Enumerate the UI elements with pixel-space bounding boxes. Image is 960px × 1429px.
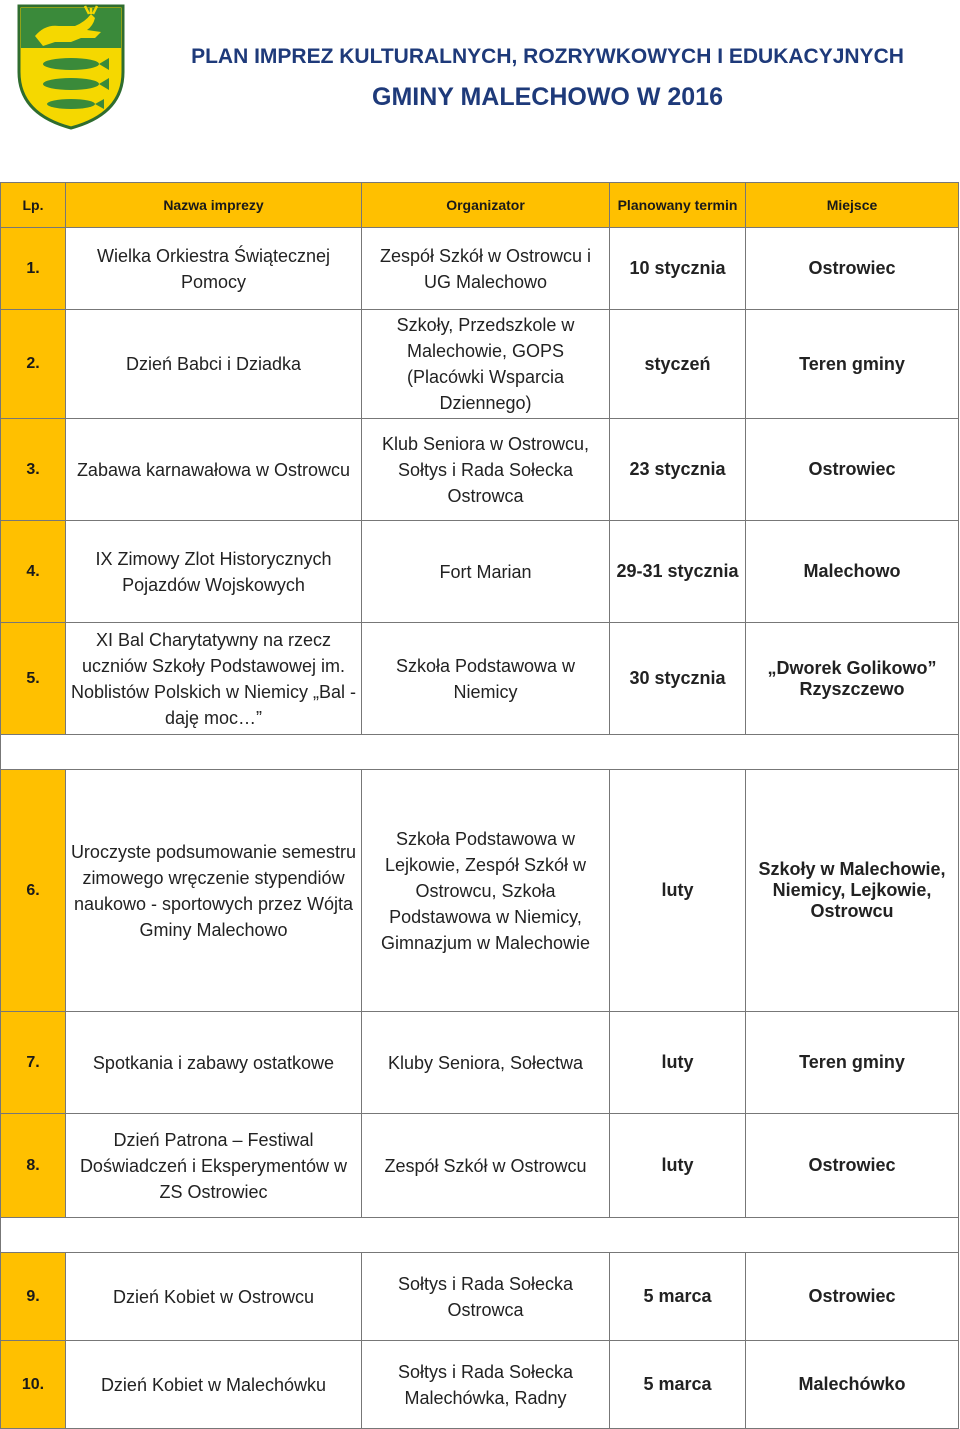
row-number: 7. (1, 1012, 66, 1114)
event-date: 5 marca (610, 1341, 746, 1429)
column-header-date: Planowany termin (610, 183, 746, 228)
event-date: 23 stycznia (610, 419, 746, 521)
event-organizer: Klub Seniora w Ostrowcu, Sołtys i Rada Sołecka Ostrowca (362, 419, 610, 521)
event-place: Malechówko (746, 1341, 959, 1429)
event-name: Dzień Kobiet w Malechówku (66, 1341, 362, 1429)
column-header-lp: Lp. (1, 183, 66, 228)
event-organizer: Zespół Szkół w Ostrowcu (362, 1114, 610, 1218)
document-title-line2: GMINY MALECHOWO W 2016 (372, 83, 723, 111)
table-header-row (1, 183, 959, 228)
table-row (1, 521, 959, 623)
event-organizer: Zespół Szkół w Ostrowcu i UG Malechowo (362, 228, 610, 310)
event-date: styczeń (610, 310, 746, 419)
event-date: luty (610, 1114, 746, 1218)
column-header-place: Miejsce (746, 183, 959, 228)
table-row (1, 228, 959, 310)
event-date: 30 stycznia (610, 623, 746, 735)
row-number: 8. (1, 1114, 66, 1218)
event-place: „Dworek Golikowo” Rzyszczewo (746, 623, 959, 735)
event-name: Spotkania i zabawy ostatkowe (66, 1012, 362, 1114)
event-place: Szkoły w Malechowie, Niemicy, Lejkowie, Ostrowcu (746, 770, 959, 1012)
event-organizer: Szkoła Podstawowa w Niemicy (362, 623, 610, 735)
event-name: IX Zimowy Zlot Historycznych Pojazdów Wojskowych (66, 521, 362, 623)
table-row (1, 1012, 959, 1114)
event-date: 5 marca (610, 1253, 746, 1341)
row-number: 10. (1, 1341, 66, 1429)
table-row (1, 419, 959, 521)
row-number: 9. (1, 1253, 66, 1341)
event-place: Teren gminy (746, 1012, 959, 1114)
event-organizer: Szkoły, Przedszkole w Malechowie, GOPS (Placówki Wsparcia Dziennego) (362, 310, 610, 419)
crest-logo-icon (15, 2, 127, 130)
row-number: 2. (1, 310, 66, 419)
event-place: Ostrowiec (746, 1114, 959, 1218)
event-organizer: Fort Marian (362, 521, 610, 623)
event-organizer: Kluby Seniora, Sołectwa (362, 1012, 610, 1114)
table-row (1, 1341, 959, 1429)
event-organizer: Sołtys i Rada Sołecka Ostrowca (362, 1253, 610, 1341)
event-name: XI Bal Charytatywny na rzecz uczniów Szkoły Podstawowej im. Noblistów Polskich w Niemicy „Bal - daję moc…” (66, 623, 362, 735)
event-date: luty (610, 770, 746, 1012)
document-title-line1: PLAN IMPREZ KULTURALNYCH, ROZRYWKOWYCH I EDUKACYJNYCH (191, 45, 904, 68)
event-organizer: Sołtys i Rada Sołecka Malechówka, Radny (362, 1341, 610, 1429)
table-row (1, 1114, 959, 1218)
row-number: 5. (1, 623, 66, 735)
event-place: Teren gminy (746, 310, 959, 419)
table-spacer-row (1, 1218, 959, 1253)
event-place: Ostrowiec (746, 419, 959, 521)
event-place: Ostrowiec (746, 1253, 959, 1341)
event-name: Zabawa karnawałowa w Ostrowcu (66, 419, 362, 521)
event-name: Dzień Kobiet w Ostrowcu (66, 1253, 362, 1341)
event-name: Dzień Patrona – Festiwal Doświadczeń i Eksperymentów w ZS Ostrowiec (66, 1114, 362, 1218)
table-row (1, 770, 959, 1012)
event-date: 10 stycznia (610, 228, 746, 310)
table-row (1, 1253, 959, 1341)
events-table (0, 182, 959, 1429)
event-name: Wielka Orkiestra Świątecznej Pomocy (66, 228, 362, 310)
event-place: Malechowo (746, 521, 959, 623)
row-number: 1. (1, 228, 66, 310)
table-row (1, 310, 959, 419)
row-number: 3. (1, 419, 66, 521)
event-date: luty (610, 1012, 746, 1114)
document-header (0, 0, 960, 180)
event-name: Uroczyste podsumowanie semestru zimowego wręczenie stypendiów naukowo - sportowych przez Wójta Gminy Malechowo (66, 770, 362, 1012)
event-name: Dzień Babci i Dziadka (66, 310, 362, 419)
row-number: 6. (1, 770, 66, 1012)
table-row (1, 623, 959, 735)
event-place: Ostrowiec (746, 228, 959, 310)
column-header-name: Nazwa imprezy (66, 183, 362, 228)
table-spacer-row (1, 735, 959, 770)
row-number: 4. (1, 521, 66, 623)
event-organizer: Szkoła Podstawowa w Lejkowie, Zespół Szkół w Ostrowcu, Szkoła Podstawowa w Niemicy, Gimnazjum w Malechowie (362, 770, 610, 1012)
column-header-organizer: Organizator (362, 183, 610, 228)
event-date: 29-31 stycznia (610, 521, 746, 623)
